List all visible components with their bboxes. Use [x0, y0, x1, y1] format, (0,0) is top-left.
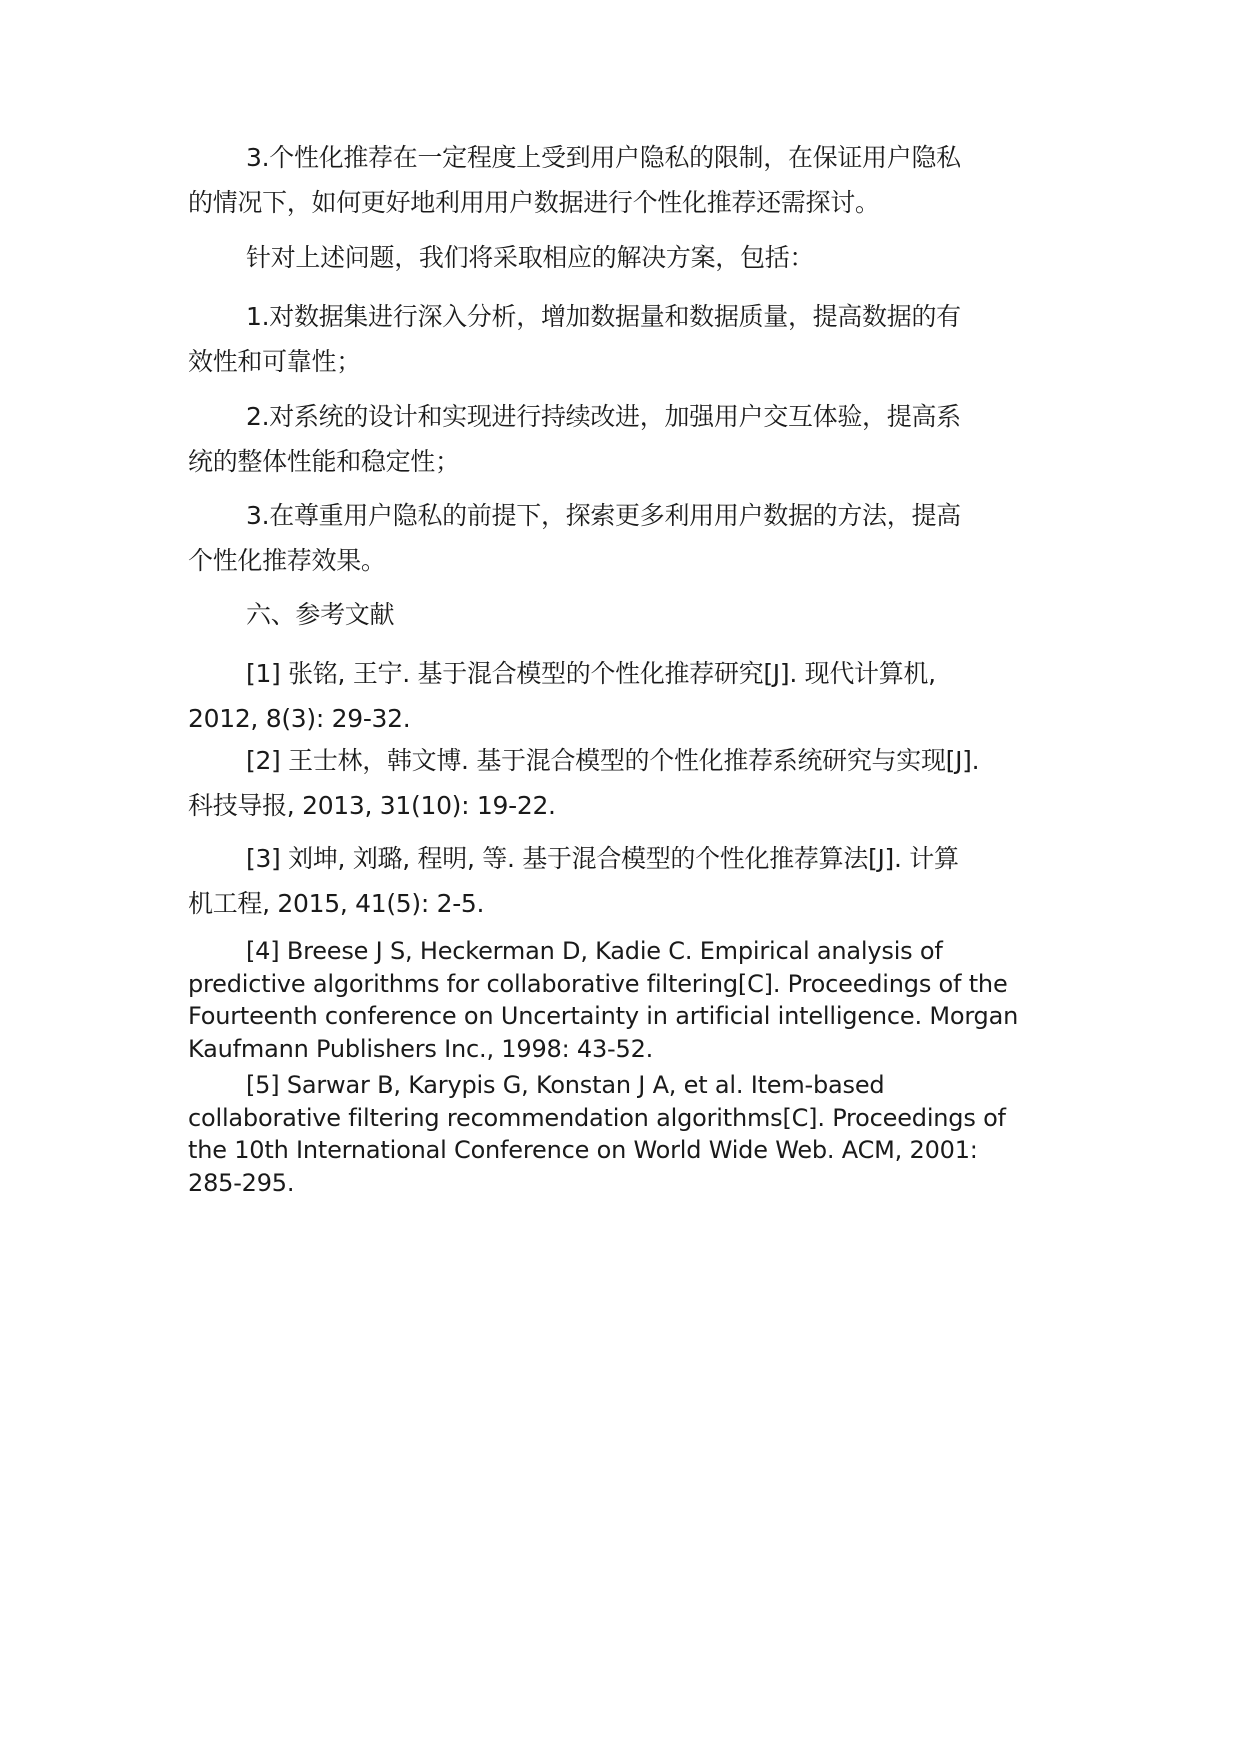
reference-line: 2012, 8(3): 29-32. — [188, 704, 411, 733]
reference-line: [4] Breese J S, Heckerman D, Kadie C. Empirical analysis of — [246, 937, 943, 965]
reference-line: Fourteenth conference on Uncertainty in artificial intelligence. Morgan — [188, 1002, 1019, 1030]
paragraph-line: 3.个性化推荐在一定程度上受到用户隐私的限制，在保证用户隐私 — [246, 143, 961, 172]
paragraph-line: 针对上述问题，我们将采取相应的解决方案，包括： — [246, 243, 815, 272]
reference-line: 科技导报, 2013, 31(10): 19-22. — [188, 791, 556, 820]
paragraph-solution-system — [188, 394, 1068, 484]
paragraph-line: 效性和可靠性； — [188, 347, 361, 376]
reference-line: [2] 王士林，韩文博. 基于混合模型的个性化推荐系统研究与实现[J]. — [246, 746, 980, 775]
reference-line: predictive algorithms for collaborative filtering[C]. Proceedings of the — [188, 969, 1008, 998]
reference-line: 285-295. — [188, 1168, 295, 1197]
paragraph-solutions-intro — [188, 235, 1068, 280]
reference-line: 机工程, 2015, 41(5): 2-5. — [188, 889, 485, 918]
paragraph-line: 统的整体性能和稳定性； — [188, 447, 460, 476]
reference-item-5 — [188, 1069, 1068, 1199]
reference-line: Kaufmann Publishers Inc., 1998: 43-52. — [188, 1034, 654, 1063]
reference-item-1 — [188, 651, 1068, 741]
paragraph-privacy-limitation — [188, 135, 1068, 225]
reference-line: [5] Sarwar B, Karypis G, Konstan J A, et al. Item-based — [246, 1071, 885, 1099]
paragraph-line: 3.在尊重用户隐私的前提下，探索更多利用用户数据的方法，提高 — [246, 501, 961, 530]
paragraph-line: 的情况下，如何更好地利用用户数据进行个性化推荐还需探讨。 — [188, 188, 880, 217]
section-heading-text: 六、参考文献 — [246, 600, 395, 629]
paragraph-solution-privacy — [188, 493, 1068, 583]
paragraph-line: 2.对系统的设计和实现进行持续改进，加强用户交互体验，提高系 — [246, 402, 961, 431]
section-heading-references — [188, 592, 1068, 637]
paragraph-solution-data — [188, 294, 1068, 384]
reference-line: [1] 张铭, 王宁. 基于混合模型的个性化推荐研究[J]. 现代计算机, — [246, 659, 936, 688]
paragraph-line: 1.对数据集进行深入分析，增加数据量和数据质量，提高数据的有 — [246, 302, 961, 331]
reference-line: the 10th International Conference on World Wide Web. ACM, 2001: — [188, 1136, 978, 1164]
reference-item-2 — [188, 738, 1068, 828]
reference-item-4 — [188, 935, 1068, 1065]
reference-line: [3] 刘坤, 刘璐, 程明, 等. 基于混合模型的个性化推荐算法[J]. 计算 — [246, 844, 959, 873]
reference-line: collaborative filtering recommendation algorithms[C]. Proceedings of — [188, 1103, 1006, 1132]
reference-item-3 — [188, 836, 1068, 926]
paragraph-line: 个性化推荐效果。 — [188, 546, 386, 575]
